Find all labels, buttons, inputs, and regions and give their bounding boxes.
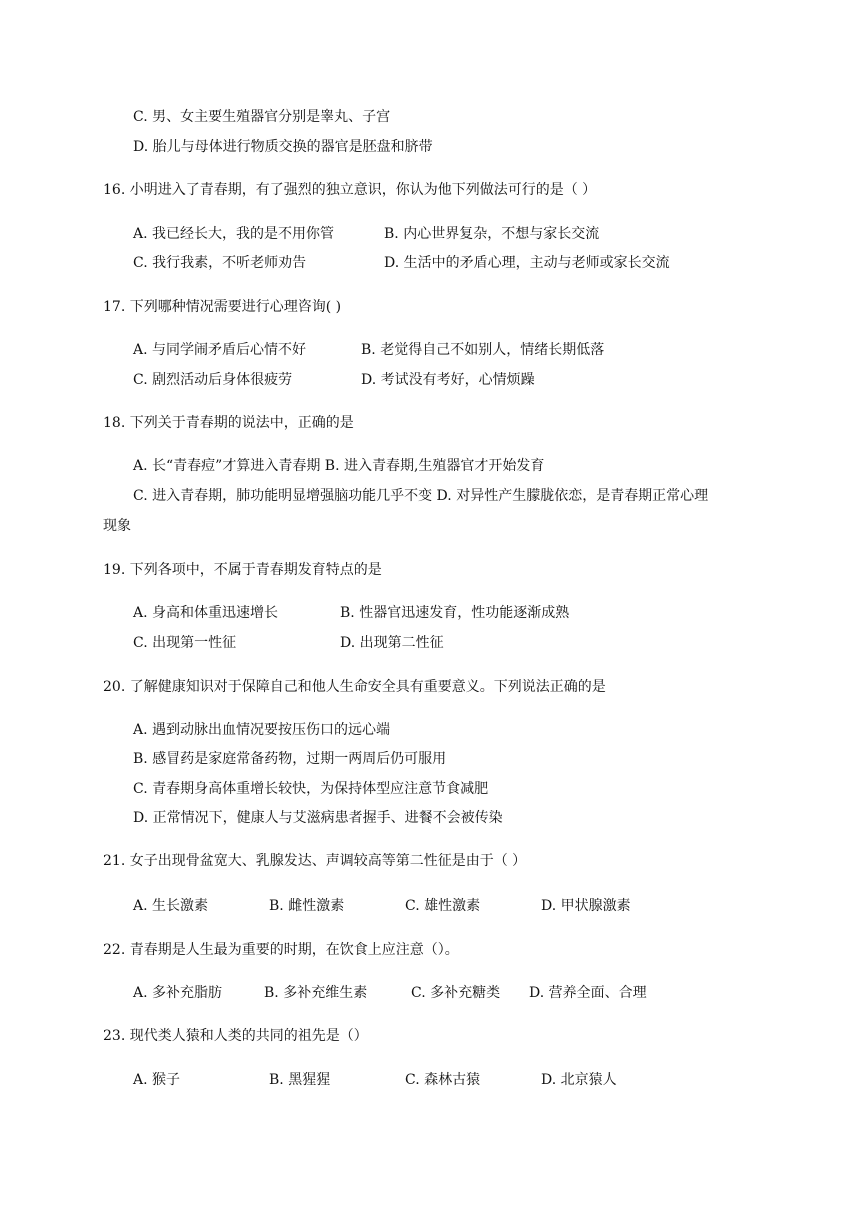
q20-option-c: C. 青春期身高体重增长较快，为保持体型应注意节食减肥: [133, 781, 489, 797]
q22-stem: 22. 青春期是人生最为重要的时期，在饮食上应注意（）。: [103, 942, 459, 958]
q23-option-b: B. 黑猩猩: [269, 1072, 331, 1088]
q22-option-d: D. 营养全面、合理: [529, 985, 647, 1001]
q19-option-b: B. 性器官迅速发育，性功能逐渐成熟: [340, 605, 570, 621]
q20-option-b: B. 感冒药是家庭常备药物，过期一两周后仍可服用: [133, 751, 447, 767]
q21-option-c: C. 雄性激素: [405, 898, 481, 914]
q19-stem: 19. 下列各项中，不属于青春期发育特点的是: [103, 562, 382, 578]
q20-stem: 20. 了解健康知识对于保障自己和他人生命安全具有重要意义。下列说法正确的是: [103, 679, 606, 695]
q15-option-c: C. 男、女主要生殖器官分别是睾丸、子宫: [133, 109, 391, 125]
q16-option-c: C. 我行我素，不听老师劝告: [133, 255, 307, 271]
q20-option-d: D. 正常情况下，健康人与艾滋病患者握手、进餐不会被传染: [133, 810, 503, 826]
q16-option-a: A. 我已经长大，我的是不用你管: [133, 226, 335, 242]
q18-stem: 18. 下列关于青春期的说法中，正确的是: [103, 415, 354, 431]
q20-option-a: A. 遇到动脉出血情况要按压伤口的远心端: [133, 722, 391, 738]
q23-option-a: A. 猴子: [133, 1072, 181, 1088]
q19-option-d: D. 出现第二性征: [340, 635, 444, 651]
q16-option-d: D. 生活中的矛盾心理，主动与老师或家长交流: [384, 255, 670, 271]
q19-option-c: C. 出现第一性征: [133, 635, 237, 651]
q19-option-a: A. 身高和体重迅速增长: [133, 605, 279, 621]
q17-option-d: D. 考试没有考好，心情烦躁: [361, 372, 535, 388]
q17-option-b: B. 老觉得自己不如别人，情绪长期低落: [361, 342, 605, 358]
q22-option-a: A. 多补充脂肪: [133, 985, 223, 1001]
q18-options-cd-continued: 现象: [103, 518, 131, 534]
q16-option-b: B. 内心世界复杂，不想与家长交流: [384, 226, 600, 242]
q18-options-ab: A. 长“青春痘”才算进入青春期 B. 进入青春期,生殖器官才开始发育: [133, 458, 545, 474]
q15-option-d: D. 胎儿与母体进行物质交换的器官是胚盘和脐带: [133, 139, 433, 155]
q21-option-d: D. 甲状腺激素: [541, 898, 631, 914]
q21-option-b: B. 雌性激素: [269, 898, 345, 914]
q22-option-b: B. 多补充维生素: [264, 985, 368, 1001]
q17-option-c: C. 剧烈活动后身体很疲劳: [133, 372, 293, 388]
q16-stem: 16. 小明进入了青春期，有了强烈的独立意识，你认为他下列做法可行的是（ ）: [103, 182, 597, 198]
q23-option-c: C. 森林古猿: [405, 1072, 481, 1088]
q18-options-cd: C. 进入青春期，肺功能明显增强脑功能几乎不变 D. 对异性产生朦胧依恋，是青春期正常心理: [133, 488, 709, 504]
q23-stem: 23. 现代类人猿和人类的共同的祖先是（）: [103, 1028, 368, 1044]
q17-stem: 17. 下列哪种情况需要进行心理咨询( ): [103, 299, 342, 315]
q21-option-a: A. 生长激素: [133, 898, 209, 914]
q21-stem: 21. 女子出现骨盆宽大、乳腺发达、声调较高等第二性征是由于（ ）: [103, 853, 527, 869]
q22-option-c: C. 多补充糖类: [411, 985, 501, 1001]
q17-option-a: A. 与同学闹矛盾后心情不好: [133, 342, 307, 358]
q23-option-d: D. 北京猿人: [541, 1072, 617, 1088]
